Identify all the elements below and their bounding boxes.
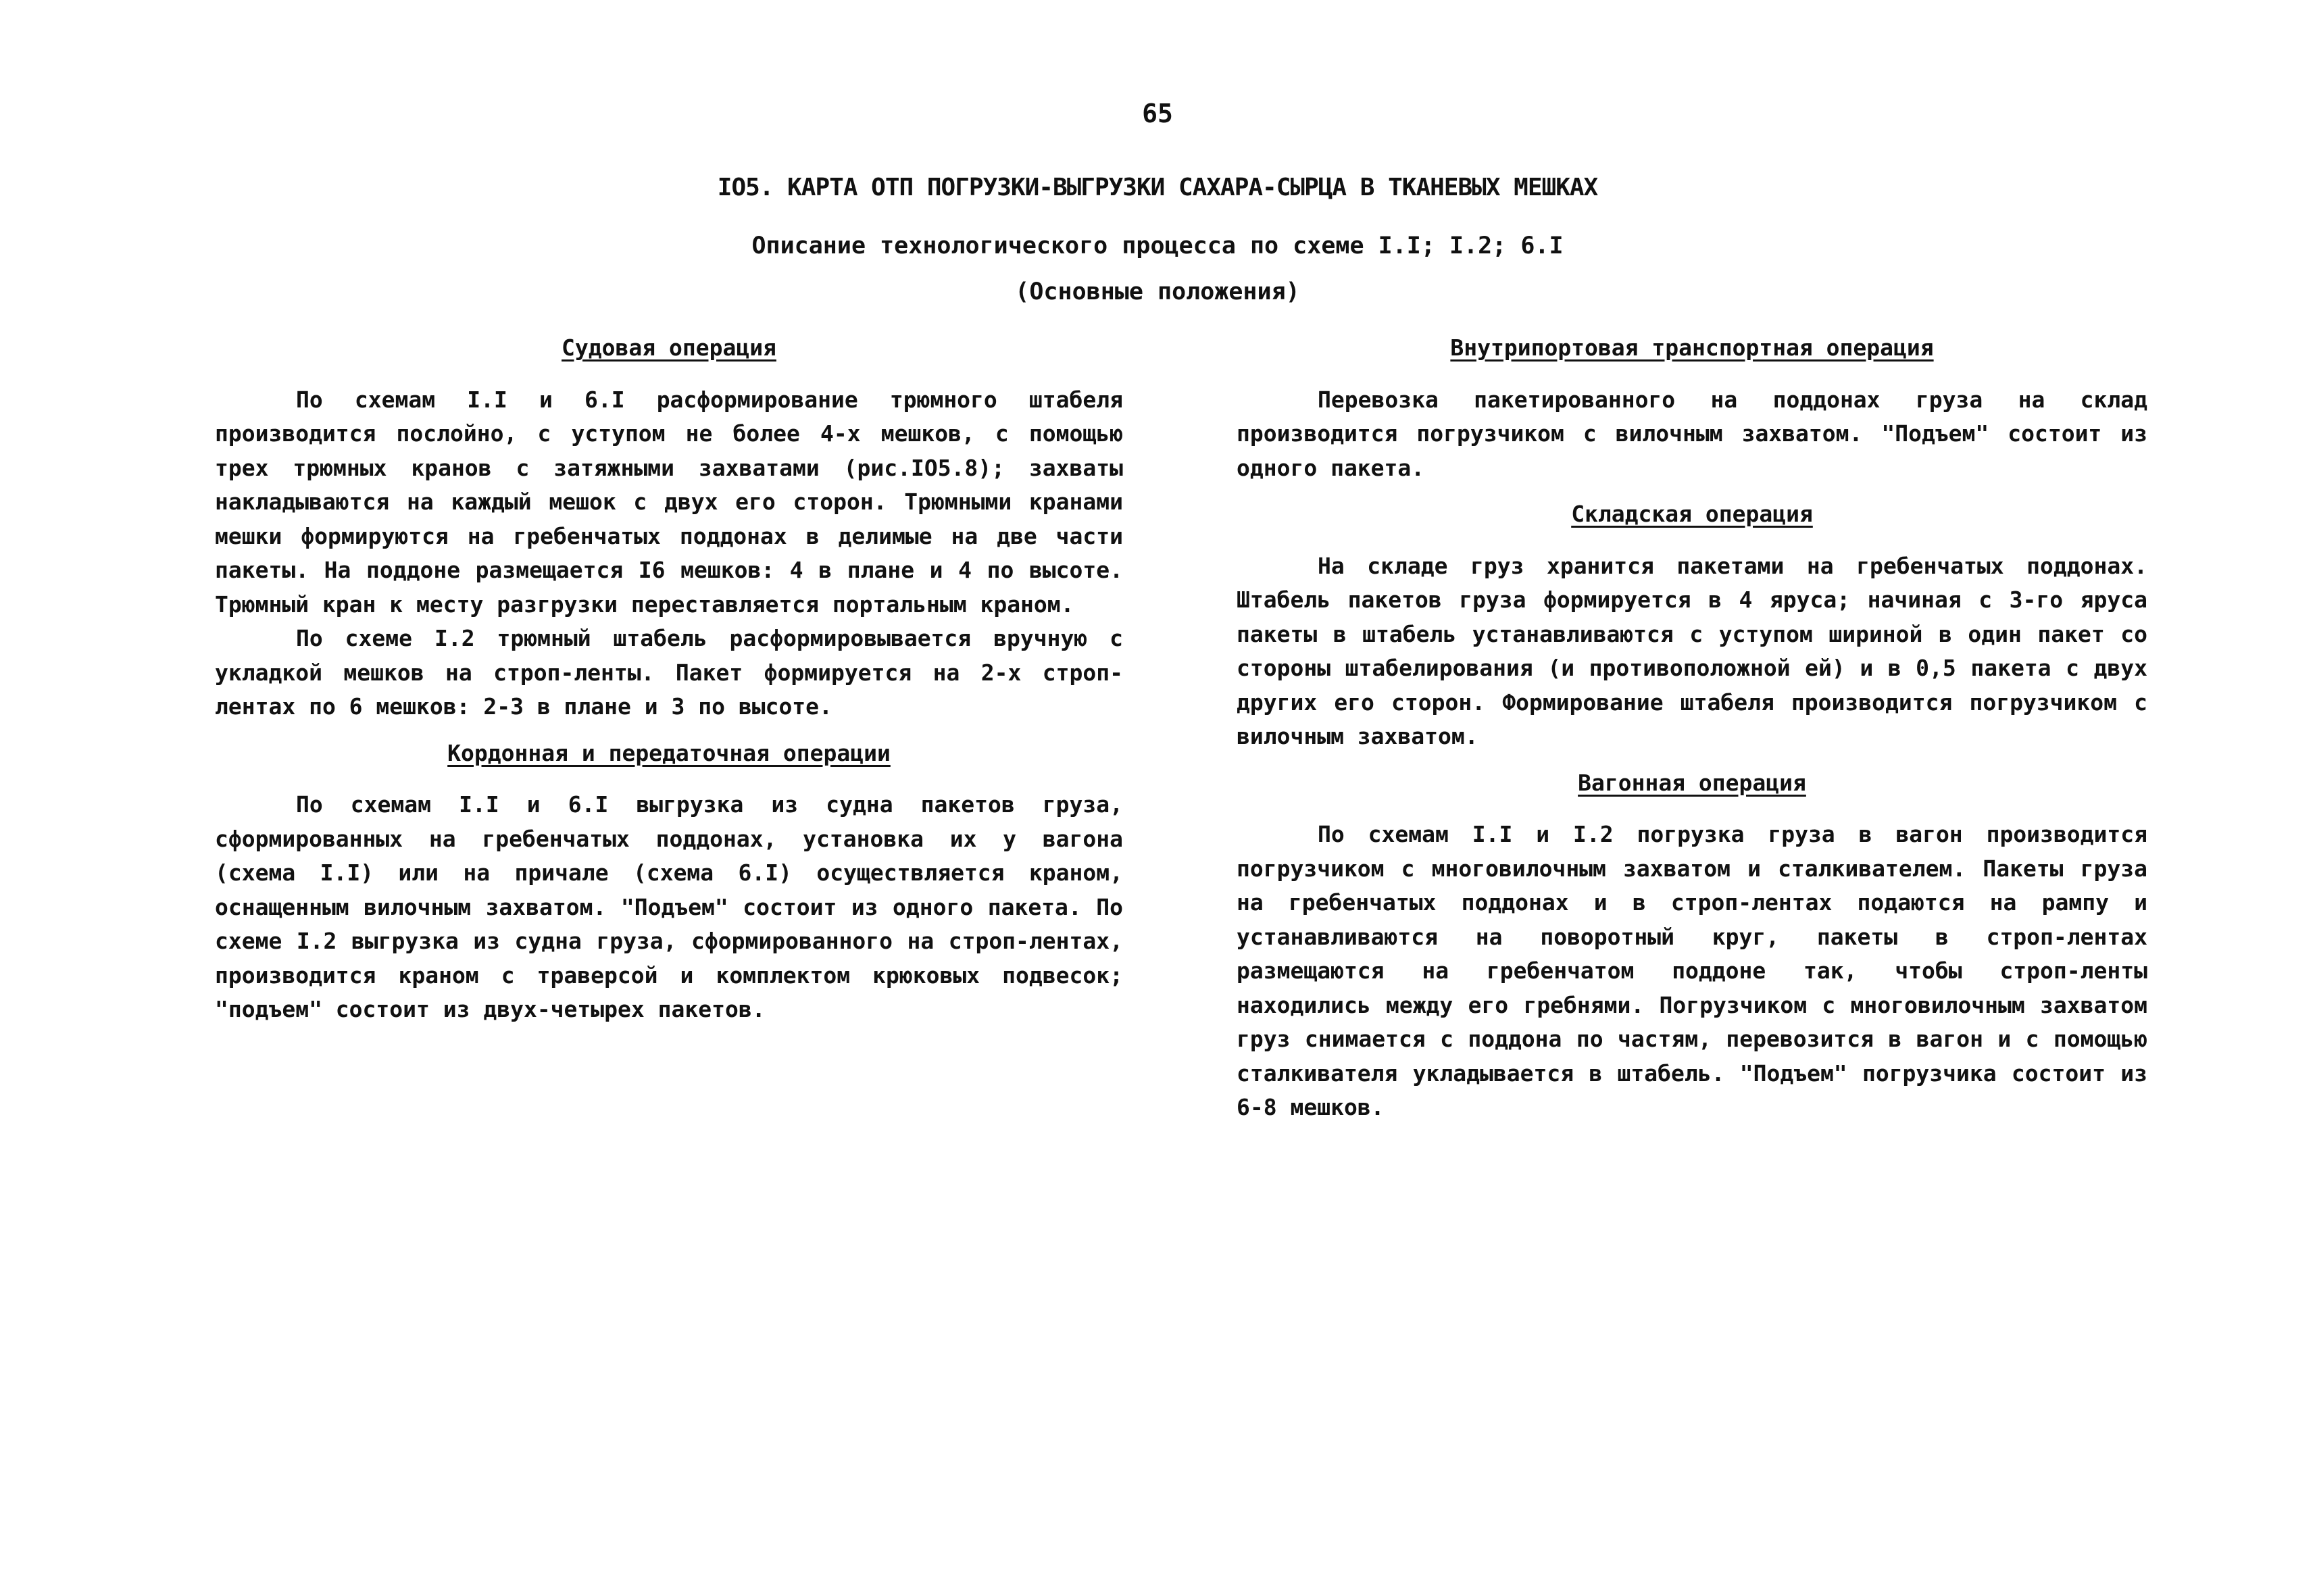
paragraph: По схемам I.I и I.2 погрузка груза в вагон производится погрузчиком с многовилочным захватом и сталкивателем. Пакеты груза на гребенчатых поддонах и в строп-лентах подаются на рампу и устанавливаются на поворотный круг, пакеты в строп-лентах размещаются на гребенчатом поддоне так, чтобы строп-ленты находились между его гребнями. Погрузчиком с многовилочным захватом груз снимается с поддона по частям, перевозится в вагон и с помощью сталкивателя укладывается в штабель. "Подъем" погрузчика состоит из 6-8 мешков. — [1237, 821, 2147, 1120]
paragraph: По схеме I.2 трюмный штабель расформировывается вручную с укладкой мешков на строп-ленты. Пакет формируется на 2-х строп-лентах по 6 мешков: 2-3 в плане и 3 по высоте. — [215, 625, 1123, 720]
paragraph: Перевозка пакетированного на поддонах груза на склад производится погрузчиком с вилочным захватом. "Подъем" состоит из одного пакета. — [1237, 386, 2147, 481]
document-subtitle: Описание технологического процесса по схеме I.I; I.2; 6.I — [751, 232, 1564, 259]
section-warehouse-operation — [1237, 497, 2147, 754]
paragraph: По схемам I.I и 6.I выгрузка из судна пакетов груза, сформированных на гребенчатых поддонах, установка их у вагона (схема I.I) или на причале (схема 6.I) осуществляется краном, оснащенным вилочным захватом. "Подъем" состоит из одного пакета. По схеме I.2 выгрузка из судна груза, сформированного на строп-лентах, производится краном с траверсой и комплектом крюковых подвесок; "подъем" состоит из двух-четырех пакетов. — [215, 791, 1123, 1022]
paragraph: По схемам I.I и 6.I расформирование трюмного штабеля производится послойно, с уступом не более 4-х мешков, с помощью трех трюмных кранов с затяжными захватами (рис.IO5.8); захваты накладываются на каждый мешок с двух его сторон. Трюмными кранами мешки формируются на гребенчатых поддонах в делимые на две части пакеты. На поддоне размещается I6 мешков: 4 в плане и 4 по высоте. Трюмный кран к месту разгрузки переставляется портальным краном. — [215, 386, 1123, 618]
paragraph: На складе груз хранится пакетами на гребенчатых поддонах. Штабель пакетов груза формируется в 4 яруса; начиная с 3-го яруса пакеты в штабель устанавливаются с уступом шириной в один пакет со стороны штабелирования (и противоположной ей) и в 0,5 пакета с двух других его сторон. Формирование штабеля производится погрузчиком с вилочным захватом. — [1237, 552, 2147, 749]
section-heading: Внутрипортовая транспортная операция — [1450, 334, 1934, 361]
section-wagon-operation — [1237, 766, 2147, 1125]
document-note: (Основные положения) — [1015, 278, 1300, 305]
section-ship-operation — [215, 331, 1123, 724]
document-title: IO5. КАРТА ОТП ПОГРУЗКИ-ВЫГРУЗКИ САХАРА-СЫРЦА В ТКАНЕВЫХ МЕШКАХ — [717, 174, 1598, 201]
right-column — [1237, 331, 2147, 1137]
section-cordon-transfer-operation — [215, 737, 1123, 1027]
left-column — [215, 331, 1123, 1039]
section-inport-transport-operation — [1237, 331, 2147, 485]
section-heading: Кордонная и передаточная операции — [447, 739, 891, 766]
page-number: 65 — [1142, 99, 1173, 128]
section-heading: Судовая операция — [562, 334, 776, 361]
section-heading: Вагонная операция — [1578, 769, 1806, 796]
section-heading: Складская операция — [1571, 501, 1813, 527]
